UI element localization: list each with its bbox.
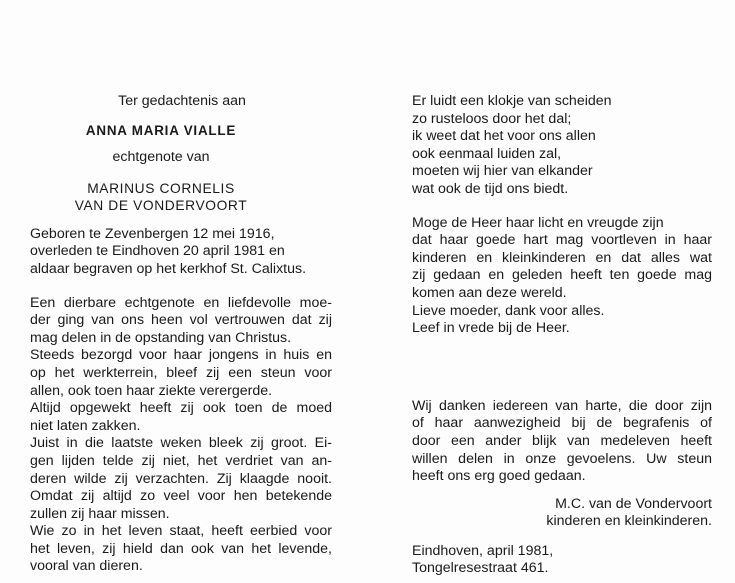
spouse-name-line-2: VAN DE VONDERVOORT (74, 197, 248, 213)
text-line: heeft ons erg goed gedaan. (412, 468, 586, 485)
text-line: willen delen in onze gevoelens. Uw steun (412, 450, 712, 467)
poem-line: zo rusteloos door het dal; (412, 110, 572, 127)
text-line: der ging van ons heen vol vertrouwen dat zij (30, 312, 332, 329)
text-line: gen lijden telde zij niet, het verdriet van an- (30, 452, 332, 469)
signature (412, 496, 712, 531)
signature-line: M.C. van de Vondervoort (555, 495, 712, 512)
text-line: overleden te Eindhoven 20 april 1981 en (30, 243, 285, 260)
text-line: het leven, zij hield dan ook van het levende, (30, 540, 332, 557)
text-line: zullen zij haar missen. (30, 505, 170, 522)
in-memory-heading: Ter gedachtenis aan (118, 93, 246, 109)
poem-line: Er luidt een klokje van scheiden (412, 93, 612, 109)
text-line: Wie zo in het leven staat, heeft eerbied voor (30, 523, 332, 540)
right-column (412, 93, 712, 578)
text-line: zij gedaan en geleden heeft ten goede mag (412, 267, 712, 284)
spouse-label: echtgenote van (112, 149, 210, 166)
text-line: Steeds bezorgd voor haar jongens in huis en (30, 347, 332, 364)
text-line: Lieve moeder, dank voor alles. (412, 302, 605, 319)
poem (412, 93, 712, 199)
text-line: deren wilde zij verzachten. Zij klaagde nooit. (30, 470, 332, 487)
text-line: Geboren te Zevenbergen 12 mei 1916, (30, 225, 275, 242)
text-line: niet laten zakken. (30, 417, 141, 434)
text-line: mag delen in de opstanding van Christus. (30, 329, 292, 346)
text-line: aldaar begraven op het kerkhof St. Calixtus. (30, 260, 307, 277)
text-line: allen, ook toen haar ziekte verergerde. (30, 382, 273, 399)
text-line: komen aan deze wereld. (412, 284, 567, 301)
prayer-paragraph (412, 215, 712, 338)
spouse-name (30, 180, 292, 214)
poem-line: ik weet dat het voor ons allen (412, 128, 596, 145)
address (412, 543, 712, 578)
text-line: Leef in vrede bij de Heer. (412, 320, 570, 337)
text-line: Juist in die laatste weken bleek zij groot. Ei- (30, 435, 332, 452)
text-line: op het werkterrein, bleef zij een steun voor (30, 364, 332, 381)
text-line: dat haar goede hart mag voortleven in haar (412, 232, 712, 249)
poem-line: wat ook de tijd ons biedt. (412, 180, 569, 197)
text-line: Wij danken iedereen van harte, die door zijn (412, 397, 712, 414)
text-line: kinderen en kleinkinderen en dat alles wat (412, 249, 712, 266)
text-line: of haar aanwezigheid bij de begrafenis of (412, 415, 712, 432)
text-line: Een dierbare echtgenote en liefdevolle moe- (30, 294, 332, 311)
poem-line: ook eenmaal luiden zal, (412, 145, 562, 162)
text-line: Altijd opgewekt heeft zij ook toen de moed (30, 400, 332, 417)
deceased-name: ANNA MARIA VIALLE (85, 122, 237, 138)
left-column (30, 93, 332, 576)
text-line: Moge de Heer haar licht en vreugde zijn (412, 214, 664, 231)
address-line: Eindhoven, april 1981, (412, 542, 554, 559)
text-line: vooral van dieren. (30, 558, 143, 575)
text-line: Omdat zij altijd zo veel voor hen betekende (30, 488, 332, 505)
tribute-paragraph (30, 295, 332, 577)
signature-line: kinderen en kleinkinderen. (546, 513, 712, 530)
poem-line: moeten wij hier van elkander (412, 163, 593, 180)
thanks-paragraph (412, 398, 712, 486)
birth-death-paragraph (30, 226, 332, 279)
text-line: door een ander blijk van medeleven heeft (412, 432, 712, 449)
address-line: Tongelresestraat 461. (412, 560, 549, 577)
spouse-name-line-1: MARINUS CORNELIS (87, 180, 235, 196)
